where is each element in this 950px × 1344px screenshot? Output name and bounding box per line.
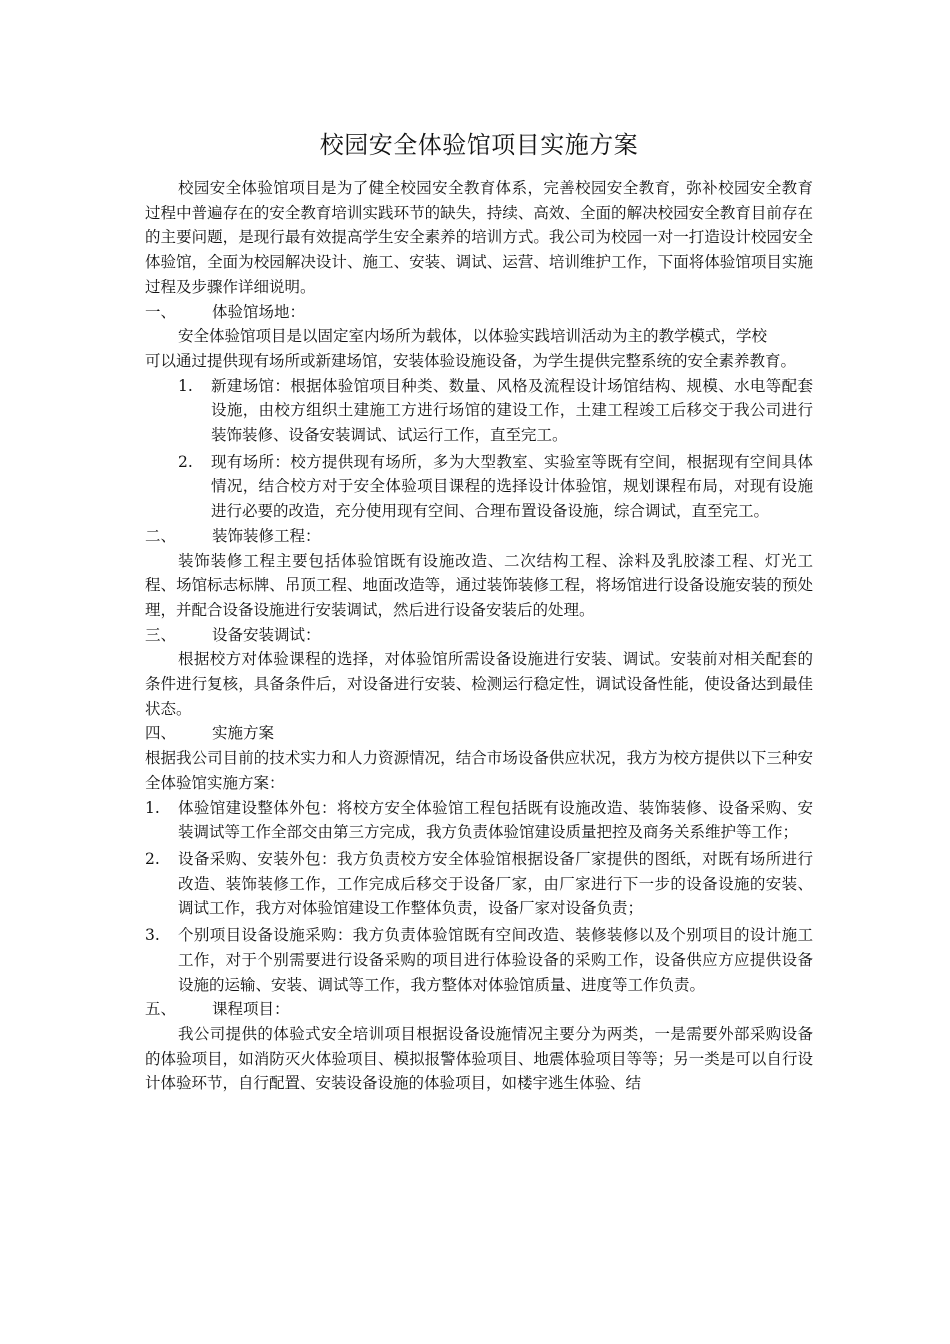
section-heading-3 [145, 623, 813, 648]
list-item-text: 体验馆建设整体外包：将校方安全体验馆工程包括既有设施改造、装饰装修、设备采购、安装调试等工作全部交由第三方完成，我方负责体验馆建设质量把控及商务关系维护等工作； [178, 798, 813, 842]
list-item [145, 374, 813, 448]
intro-paragraph: 校园安全体验馆项目是为了健全校园安全教育体系，完善校园安全教育，弥补校园安全教育过程中普遍存在的安全教育培训实践环节的缺失，持续、高效、全面的解决校园安全教育目前存在的主要问题，是现行最有效提高学生安全素养的培训方式。我公司为校园一对一打造设计校园安全体验馆，全面为校园解决设计、施工、安装、调试、运营、培训维护工作，下面将体验馆项目实施过程及步骤作详细说明。 [145, 179, 813, 296]
list-item-number: 1. [178, 376, 193, 395]
section-title: 课程项目： [212, 1000, 290, 1019]
section-heading-1 [145, 300, 813, 325]
section1-paragraph-a: 安全体验馆项目是以固定室内场所为载体，以体验实践培训活动为主的教学模式，学校 [178, 327, 768, 346]
list-item [145, 796, 813, 845]
list-item-number: 1. [145, 798, 160, 817]
list-item-text: 个别项目设备设施采购：我方负责体验馆既有空间改造、装修装修以及个别项目的设计施工工作，对于个别需要进行设备采购的项目进行体验设备的采购工作，设备供应方应提供设备设施的运输、安装、调试等工作，我方整体对体验馆质量、进度等工作负责。 [178, 926, 813, 994]
section4-list [145, 796, 813, 998]
section2-paragraph: 装饰装修工程主要包括体验馆既有设施改造、二次结构工程、涂料及乳胶漆工程、灯光工程、场馆标志标牌、吊顶工程、地面改造等，通过装饰装修工程，将场馆进行设备设施安装的预处理，并配合设备设施进行安装调试，然后进行设备安装后的处理。 [145, 551, 813, 619]
document-page [145, 128, 813, 1096]
list-item [145, 450, 813, 524]
list-item-text: 新建场馆：根据体验馆项目种类、数量、风格及流程设计场馆结构、规模、水电等配套设施，由校方组织土建施工方进行场馆的建设工作，土建工程竣工后移交于我公司进行装饰装修、设备安装调试、试运行工作，直至完工。 [211, 376, 813, 445]
section-number: 四、 [145, 724, 177, 743]
section-title: 装饰装修工程： [212, 526, 321, 545]
section-number: 三、 [145, 625, 177, 644]
section-number: 一、 [145, 302, 177, 321]
section-number: 五、 [145, 1000, 177, 1019]
list-item-number: 3. [145, 926, 160, 945]
section4-paragraph: 根据我公司目前的技术实力和人力资源情况，结合市场设备供应状况，我方为校方提供以下三种安全体验馆实施方案： [145, 749, 813, 792]
list-item-text: 设备采购、安装外包：我方负责校方安全体验馆根据设备厂家提供的图纸，对既有场所进行改造、装饰装修工作，工作完成后移交于设备厂家，由厂家进行下一步的设备设施的安装、调试工作，我方对体验馆建设工作整体负责，设备厂家对设备负责； [178, 849, 813, 918]
list-item-text: 现有场所：校方提供现有场所，多为大型教室、实验室等既有空间，根据现有空间具体情况，结合校方对于安全体验项目课程的选择设计体验馆，规划课程布局，对现有设施进行必要的改造，充分使用现有空间、合理布置设备设施，综合调试，直至完工。 [211, 452, 813, 521]
section-title: 体验馆场地： [212, 302, 306, 321]
list-item [145, 923, 813, 997]
section-number: 二、 [145, 526, 177, 545]
list-item [145, 847, 813, 921]
list-item-number: 2. [178, 452, 193, 471]
section-heading-5 [145, 997, 813, 1022]
document-title: 校园安全体验馆项目实施方案 [319, 131, 639, 159]
section-title: 设备安装调试： [212, 625, 321, 644]
section1-paragraph-b: 可以通过提供现有场所或新建场馆，安装体验设施设备，为学生提供完整系统的安全素养教育。 [145, 351, 797, 370]
section-title: 实施方案 [212, 724, 275, 743]
list-item-number: 2. [145, 849, 160, 868]
section1-list [145, 374, 813, 524]
section5-paragraph: 我公司提供的体验式安全培训项目根据设备设施情况主要分为两类，一是需要外部采购设备的体验项目，如消防灭火体验项目、模拟报警体验项目、地震体验项目等等；另一类是可以自行设计体验环节，自行配置、安装设备设施的体验项目，如楼宇逃生体验、结 [145, 1024, 813, 1093]
section-heading-4 [145, 721, 813, 746]
section-heading-2 [145, 524, 813, 549]
section3-paragraph: 根据校方对体验课程的选择，对体验馆所需设备设施进行安装、调试。安装前对相关配套的条件进行复核，具备条件后，对设备进行安装、检测运行稳定性，调试设备性能，使设备达到最佳状态。 [145, 650, 813, 718]
